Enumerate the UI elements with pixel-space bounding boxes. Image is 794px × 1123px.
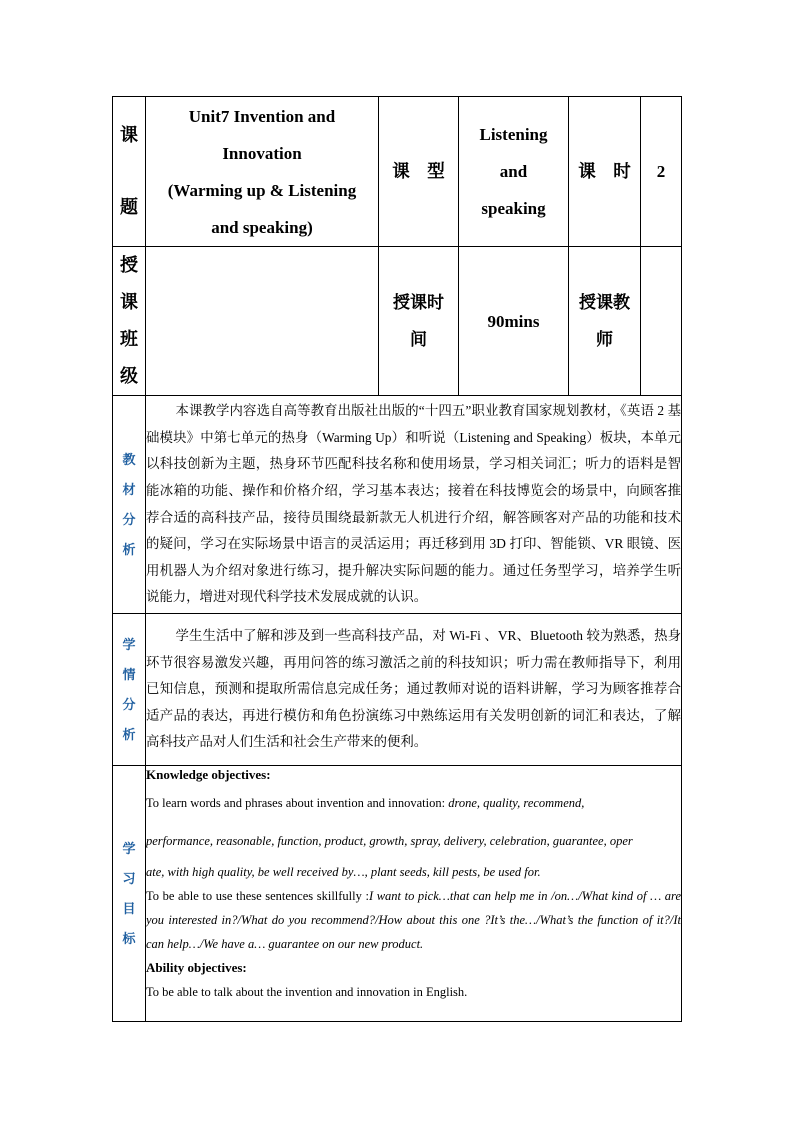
- students-label-char: 学: [122, 636, 136, 652]
- time-label-line: 授课时: [393, 293, 444, 312]
- type-cell: [459, 97, 569, 247]
- topic-line: Innovation: [222, 143, 302, 163]
- type-line: Listening: [479, 125, 548, 144]
- knowledge-heading: Knowledge objectives:: [146, 767, 271, 782]
- topic-line: and speaking): [211, 217, 313, 237]
- material-label-char: 析: [122, 541, 136, 557]
- knowledge-intro: To learn words and phrases about invention and innovation:: [146, 796, 449, 810]
- material-cell: [146, 396, 682, 614]
- teacher-label-cell: [569, 247, 641, 396]
- hours-label: 课 时: [569, 97, 641, 247]
- knowledge-line-2: [146, 822, 681, 860]
- students-row: [113, 614, 682, 766]
- topic-label-2: 题: [120, 197, 138, 217]
- objectives-row: [113, 766, 682, 1022]
- knowledge-words-3: ate, with high quality, be well received by…, plant seeds, kill pests, be used for.: [146, 865, 541, 879]
- hours-value: 2: [641, 97, 682, 247]
- time-label-cell: [379, 247, 459, 396]
- objectives-label-char: 目: [122, 900, 136, 916]
- class-row: [113, 247, 682, 396]
- class-label-char: 授: [120, 255, 138, 275]
- objectives-label-char: 学: [122, 840, 136, 856]
- sentences-text: I want to pick…that can help me in /on…/What kind of … are you interested in?/What do you recommend?/How about this one ?It’s the…/What’s the function of it?/It can help…/We have a… guarantee on our new product.: [146, 889, 681, 951]
- objectives-label-char: 习: [122, 870, 136, 886]
- topic-label-cell: [113, 97, 146, 247]
- students-cell: [146, 614, 682, 766]
- header-row: [113, 97, 682, 247]
- time-label-line: 间: [410, 330, 427, 349]
- objectives-cell: [146, 766, 682, 1022]
- sentences-block: [146, 884, 681, 956]
- knowledge-words-1: drone, quality, recommend,: [448, 796, 585, 810]
- class-label-cell: [113, 247, 146, 396]
- knowledge-words-2: performance, reasonable, function, product, growth, spray, delivery, celebration, guarantee, oper: [146, 834, 633, 848]
- type-label: 课 型: [379, 97, 459, 247]
- students-label-cell: [113, 614, 146, 766]
- class-label-char: 课: [120, 292, 138, 312]
- knowledge-line-1: [146, 784, 681, 822]
- topic-label-1: 课: [120, 125, 138, 145]
- knowledge-line-3: [146, 860, 681, 884]
- material-label-cell: [113, 396, 146, 614]
- ability-text: To be able to talk about the invention and innovation in English.: [146, 985, 468, 999]
- teacher-label-line: 授课教: [579, 293, 630, 312]
- teacher-value-cell: [641, 247, 682, 396]
- material-label-char: 材: [122, 481, 136, 497]
- topic-cell: [146, 97, 379, 247]
- material-text: 本课教学内容选自高等教育出版社出版的“十四五”职业教育国家规划教材，《英语 2 基础模块》中第七单元的热身（Warming Up）和听说（Listening and Speaking）板块，本单元以科技创新为主题，热身环节匹配科技名称和使用场景，学习相关词汇；听力的语料是智能冰箱的功能、操作和价格介绍，学习基本表达；接着在科技博览会的场景中，向顾客推荐合适的高科技产品，接待员围绕最新款无人机进行介绍，解答顾客对产品的功能和技术的疑问，学习在实际场景中语言的灵活运用；再迁移到用 3D 打印、智能锁、VR 眼镜、医用机器人为介绍对象进行练习，提升解决实际问题的能力。通过任务型学习，培养学生听说能力，增进对现代科学技术发展成就的认识。: [146, 403, 681, 605]
- students-label-char: 分: [122, 696, 136, 712]
- class-value-cell: [146, 247, 379, 396]
- topic-line: Unit7 Invention and: [188, 106, 336, 126]
- objectives-label-char: 标: [122, 930, 136, 946]
- material-label-char: 分: [122, 511, 136, 527]
- students-label-char: 情: [122, 666, 136, 682]
- students-text: 学生生活中了解和涉及到一些高科技产品，对 Wi-Fi 、VR、Bluetooth 较为熟悉，热身环节很容易激发兴趣，再用问答的练习激活之前的科技知识；听力需在教师指导下，利用已知信息，预测和提取所需信息完成任务；通过教师对说的语料讲解，学习为顾客推荐合适产品的表达，再进行模仿和角色扮演练习中熟练运用有关发明创新的词汇和表达，了解高科技产品对人们生活和社会生产带来的便利。: [146, 628, 681, 750]
- type-line: and: [499, 162, 528, 181]
- students-label-char: 析: [122, 726, 136, 742]
- teacher-label-line: 师: [596, 330, 613, 349]
- sentences-intro: To be able to use these sentences skillfully :: [146, 889, 369, 903]
- class-label-char: 班: [120, 329, 138, 349]
- ability-heading: Ability objectives:: [146, 960, 247, 975]
- lesson-plan-table: [112, 96, 682, 1022]
- type-line: speaking: [481, 199, 546, 218]
- material-label-char: 教: [122, 451, 136, 467]
- time-value: 90mins: [459, 247, 569, 396]
- material-row: [113, 396, 682, 614]
- topic-line: (Warming up & Listening: [167, 180, 357, 200]
- class-label-char: 级: [120, 366, 138, 386]
- objectives-label-cell: [113, 766, 146, 1022]
